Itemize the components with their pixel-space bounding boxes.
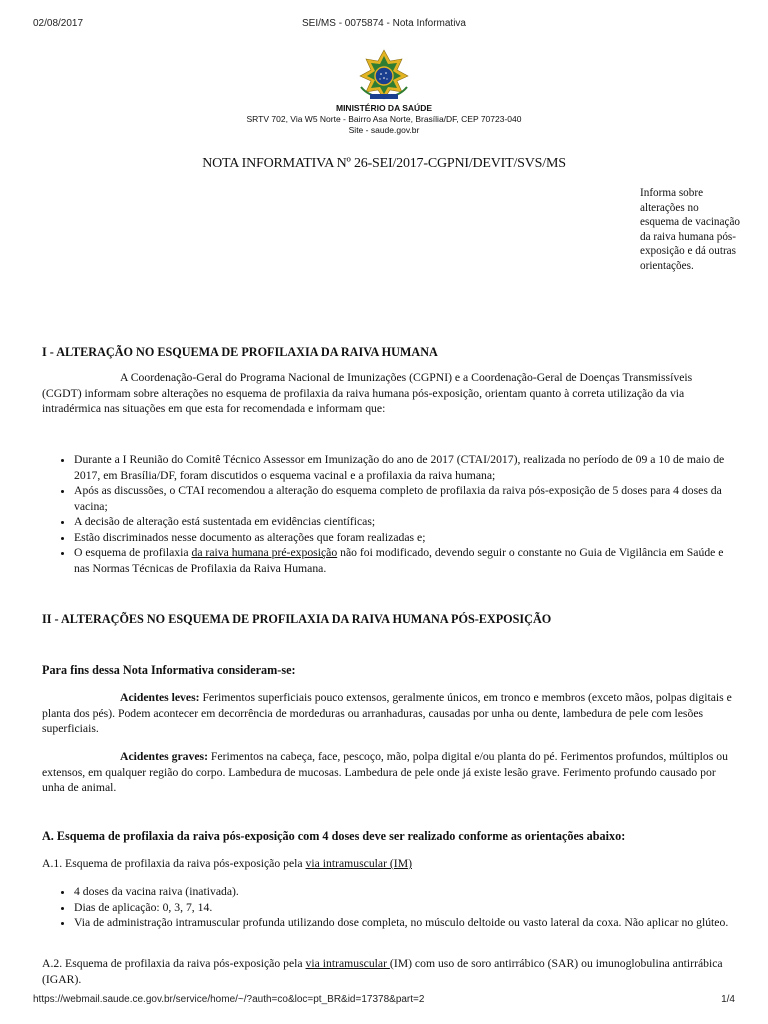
scheme-a1-text bbox=[42, 856, 732, 872]
list-item: • Durante a I Reunião do Comitê Técnico Assessor em Imunização do ano de 2017 (CTAI/2017), realizada no período de 09 a 10 de maio de 2017, em Brasília/DF, foram discutidos o esquema vacinal e a profilaxia da raiva humana; bbox=[74, 452, 732, 483]
acidentes-leves-text: Ferimentos superficiais pouco extensos, geralmente únicos, em tronco e membros (exceto mãos, polpas digitais e planta dos pés). Podem acontecer em decorrência de mordeduras ou arranhaduras, causadas por unha ou dente, lambedura de pele com lesões superficiais. bbox=[42, 691, 732, 735]
print-footer-url: https://webmail.saude.ce.gov.br/service/home/~/?auth=co&loc=pt_BR&id=17378&part=2 bbox=[33, 994, 425, 1005]
list-item: • Dias de aplicação: 0, 3, 7, 14. bbox=[74, 900, 732, 916]
list-item: • Estão discriminados nesse documento as alterações que foram realizadas e; bbox=[74, 530, 732, 546]
acidentes-leves-label: Acidentes leves: bbox=[120, 691, 200, 704]
scheme-a2-text bbox=[42, 956, 732, 987]
print-footer-page-number: 1/4 bbox=[721, 994, 735, 1005]
section-1-title: I - ALTERAÇÃO NO ESQUEMA DE PROFILAXIA DA RAIVA HUMANA bbox=[42, 345, 438, 359]
a2-text-before: A.2. Esquema de profilaxia da raiva pós-exposição pela bbox=[42, 957, 306, 970]
bullet5-underlined-text: da raiva humana pré-exposição bbox=[191, 546, 338, 559]
scheme-a1-bullet-list bbox=[42, 884, 732, 931]
print-title: SEI/MS - 0075874 - Nota Informativa bbox=[302, 18, 466, 29]
section-1-intro: A Coordenação-Geral do Programa Nacional de Imunizações (CGPNI) e a Coordenação-Geral de Doenças Transmissíveis (CGDT) informam sobre alterações no esquema de profilaxia da raiva humana pós-exposição, orientam quanto à correta utilização da via intradérmica nas situações em que esta for recomendada e informam que: bbox=[42, 371, 693, 415]
ministry-name: MINISTÉRIO DA SAÚDE bbox=[335, 103, 433, 113]
a2-underlined-text: via intramuscular bbox=[305, 957, 390, 970]
a1-text-before: A.1. Esquema de profilaxia da raiva pós-exposição pela bbox=[42, 857, 306, 870]
section-1-bullet-list bbox=[42, 452, 732, 576]
list-item: • 4 doses da vacina raiva (inativada). bbox=[74, 884, 732, 900]
print-date: 02/08/2017 bbox=[33, 18, 84, 29]
definition-acidentes-leves bbox=[42, 690, 732, 737]
coat-of-arms-icon bbox=[353, 47, 415, 101]
list-item: • Após as discussões, o CTAI recomendou a alteração do esquema completo de profilaxia da raiva pós-exposição de 5 doses para 4 doses da vacina; bbox=[74, 483, 732, 514]
acidentes-graves-text: Ferimentos na cabeça, face, pescoço, mão, polpa digital e/ou planta do pé. Ferimentos profundos, múltiplos ou extensos, em qualquer região do corpo. Lambedura de mucosas. Lambedura de pele onde já existe lesão grave. Ferimento profundo causado por unha de animal. bbox=[42, 750, 728, 794]
list-item bbox=[74, 545, 732, 576]
bullet5-text-before: O esquema de profilaxia bbox=[74, 546, 192, 559]
section-2-title: II - ALTERAÇÕES NO ESQUEMA DE PROFILAXIA DA RAIVA HUMANA PÓS-EXPOSIÇÃO bbox=[42, 612, 552, 626]
ministry-address: SRTV 702, Via W5 Norte - Bairro Asa Norte, Brasília/DF, CEP 70723-040 bbox=[246, 114, 522, 124]
list-item: • Via de administração intramuscular profunda utilizando dose completa, no músculo deltoide ou vasto lateral da coxa. Não aplicar no glúteo. bbox=[74, 915, 732, 931]
acidentes-graves-label: Acidentes graves: bbox=[120, 750, 208, 763]
ministry-site: Site - saude.gov.br bbox=[348, 125, 420, 135]
document-title: NOTA INFORMATIVA Nº 26-SEI/2017-CGPNI/DEVIT/SVS/MS bbox=[202, 156, 566, 171]
definition-acidentes-graves bbox=[42, 749, 732, 796]
document-summary: Informa sobre alterações no esquema de vacinação da raiva humana pós-exposição e dá outras orientações. bbox=[640, 187, 741, 272]
scheme-a-title: A. Esquema de profilaxia da raiva pós-exposição com 4 doses deve ser realizado conforme as orientações abaixo: bbox=[42, 829, 626, 843]
definitions-heading: Para fins dessa Nota Informativa consideram-se: bbox=[42, 663, 296, 677]
a1-underlined-text: via intramuscular (IM) bbox=[305, 857, 412, 870]
a2-text-after: (IM) com uso de soro antirrábico (SAR) ou imunoglobulina antirrábica (IGAR). bbox=[42, 957, 723, 986]
bullet5-text-after: não foi modificado, devendo seguir o constante no Guia de Vigilância em Saúde e nas Normas Técnicas de Profilaxia da Raiva Humana. bbox=[74, 546, 724, 575]
list-item: • A decisão de alteração está sustentada em evidências científicas; bbox=[74, 514, 732, 530]
